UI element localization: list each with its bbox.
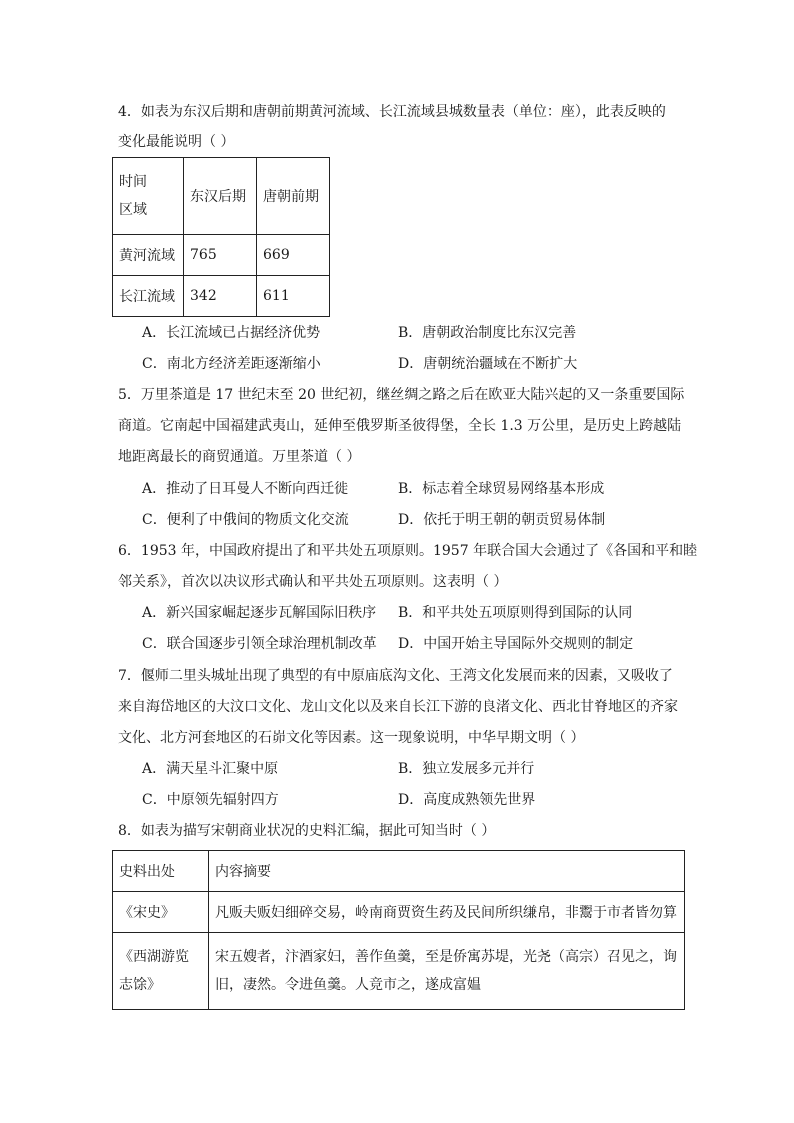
- q6-option-a[interactable]: A．新兴国家崛起逐步瓦解国际旧秩序: [142, 605, 377, 621]
- q6-option-b[interactable]: B．和平共处五项原则得到国际的认同: [398, 605, 633, 621]
- value-cell: 669: [257, 235, 330, 276]
- q4-option-c[interactable]: C．南北方经济差距逐渐缩小: [142, 356, 321, 372]
- q4-table: [112, 157, 330, 317]
- region-cell: 黄河流域: [113, 235, 184, 276]
- source-cell: 《宋史》: [113, 892, 209, 933]
- header-tang: 唐朝前期: [257, 158, 330, 235]
- q8-table: [112, 850, 685, 1010]
- header-time: 时间: [119, 174, 147, 190]
- q5-option-b[interactable]: B．标志着全球贸易网络基本形成: [398, 481, 605, 497]
- q7-option-d[interactable]: D．高度成熟领先世界: [398, 792, 536, 808]
- q7-stem-line-2: 来自海岱地区的大汶口文化、龙山文化以及来自长江下游的良渚文化、西北甘脊地区的齐家: [118, 699, 678, 715]
- q6-stem-line-1: 6．1953 年，中国政府提出了和平共处五项原则。1957 年联合国大会通过了《各国和平和睦: [118, 543, 698, 559]
- q5-option-c[interactable]: C．便利了中俄间的物质文化交流: [142, 512, 349, 528]
- table-row: [113, 933, 685, 1010]
- q6-option-d[interactable]: D．中国开始主导国际外交规则的制定: [398, 636, 634, 652]
- region-cell: 长江流域: [113, 276, 184, 317]
- q7-option-c[interactable]: C．中原领先辐射四方: [142, 792, 279, 808]
- value-cell: 611: [257, 276, 330, 317]
- q6-option-c[interactable]: C．联合国逐步引领全球治理机制改革: [142, 636, 377, 652]
- q4-stem-line-1: 4．如表为东汉后期和唐朝前期黄河流域、长江流域县城数量表（单位：座），此表反映的: [118, 104, 666, 120]
- table-row: [113, 892, 685, 933]
- q6-stem-line-2: 邻关系》，首次以决议形式确认和平共处五项原则。这表明（ ）: [118, 574, 508, 590]
- source-line: 《西湖游览: [119, 949, 189, 965]
- q5-option-d[interactable]: D．依托于明王朝的朝贡贸易体制: [398, 512, 606, 528]
- q4-option-d[interactable]: D．唐朝统治疆域在不断扩大: [398, 356, 578, 372]
- q7-option-a[interactable]: A．满天星斗汇聚中原: [142, 761, 279, 777]
- table-row: [113, 158, 330, 235]
- header-source: 史料出处: [113, 851, 209, 892]
- q7-stem-line-3: 文化、北方河套地区的石峁文化等因素。这一现象说明，中华早期文明（ ）: [118, 730, 585, 746]
- table-row: [113, 235, 330, 276]
- content-cell: 凡贩夫贩妇细碎交易，岭南商贾资生药及民间所织缣帛，非鬻于市者皆勿算: [209, 892, 685, 933]
- q8-stem-line-1: 8．如表为描写宋朝商业状况的史料汇编，据此可知当时（ ）: [118, 823, 496, 839]
- header-region: 区域: [119, 202, 147, 218]
- source-line: 志馀》: [119, 977, 161, 993]
- q5-stem-line-2: 商道。它南起中国福建武夷山，延伸至俄罗斯圣彼得堡，全长 1.3 万公里，是历史上跨越陆: [118, 418, 682, 434]
- q7-stem-line-1: 7．偃师二里头城址出现了典型的有中原庙底沟文化、王湾文化发展而来的因素，又吸收了: [118, 668, 673, 684]
- q4-option-a[interactable]: A．长江流域已占据经济优势: [142, 325, 321, 341]
- table-row: [113, 851, 685, 892]
- q5-stem-line-1: 5．万里茶道是 17 世纪末至 20 世纪初，继丝绸之路之后在欧亚大陆兴起的又一条重要国际: [118, 387, 685, 403]
- header-content: 内容摘要: [209, 851, 685, 892]
- table-row: [113, 276, 330, 317]
- value-cell: 342: [184, 276, 257, 317]
- table-header-cell: [113, 158, 184, 235]
- q5-option-a[interactable]: A．推动了日耳曼人不断向西迁徙: [142, 481, 349, 497]
- q7-option-b[interactable]: B．独立发展多元并行: [398, 761, 535, 777]
- source-cell: [113, 933, 209, 1010]
- content-cell: [209, 933, 685, 1010]
- content-line: 宋五嫂者，汴酒家妇，善作鱼羹，至是侨寓苏堤，光尧（高宗）召见之，询: [215, 949, 677, 965]
- q5-stem-line-3: 地距离最长的商贸通道。万里茶道（ ）: [118, 449, 361, 465]
- q4-stem-line-2: 变化最能说明（ ）: [118, 134, 235, 150]
- header-eastern-han: 东汉后期: [184, 158, 257, 235]
- value-cell: 765: [184, 235, 257, 276]
- content-line: 旧，凄然。令进鱼羹。人竞市之，遂成富媪: [215, 977, 481, 993]
- q4-option-b[interactable]: B．唐朝政治制度比东汉完善: [398, 325, 577, 341]
